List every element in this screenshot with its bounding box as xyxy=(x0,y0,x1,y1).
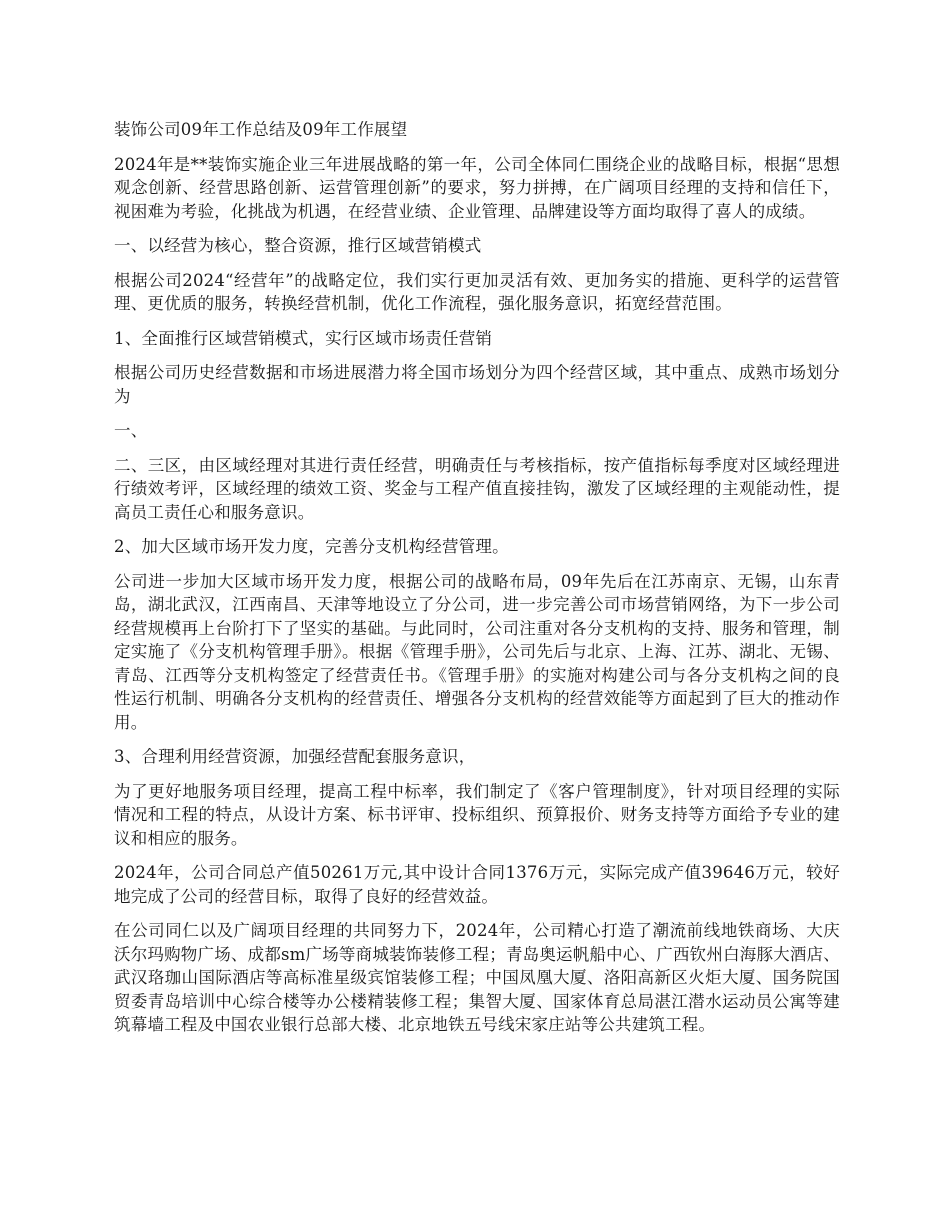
heading-item-3: 3、合理利用经营资源，加强经营配套服务意识， xyxy=(114,747,476,766)
heading-section-1: 一、以经营为核心，整合资源，推行区域营销模式 xyxy=(114,236,482,255)
heading-item-1: 1、全面推行区域营销模式，实行区域市场责任营销 xyxy=(114,328,493,348)
paragraph-client-service: 为了更好地服务项目经理，提高工程中标率，我们制定了《客户管理制度》，针对项目经理的实际情况和工程的特点，从设计方案、标书评审、投标组织、预算报价、财务支持等方面给予专业的建议和相应的服务。 xyxy=(114,781,840,848)
paragraph-projects: 在公司同仁以及广阔项目经理的共同努力下，2024年，公司精心打造了潮流前线地铁商场、大庆沃尔玛购物广场、成都sm广场等商城装饰装修工程；青岛奥运帆船中心、广西钦州白海豚大酒店、武汉珞珈山国际酒店等高标准星级宾馆装修工程；中国凤凰大厦、洛阳高新区火炬大厦、国务院国贸委青岛培训中心综合楼等办公楼精装修工程；集智大厦、国家体育总局湛江潜水运动员公寓等建筑幕墙工程及中国农业银行总部大楼、北京地铁五号线宋家庄站等公共建筑工程。 xyxy=(114,921,840,1034)
paragraph-branches: 公司进一步加大区域市场开发力度，根据公司的战略布局，09年先后在江苏南京、无锡，山东青岛，湖北武汉，江西南昌、天津等地设立了分公司，进一步完善公司市场营销网络，为下一步公司经营规模再上台阶打下了坚实的基础。与此同时，公司注重对各分支机构的支持、服务和管理，制定实施了《分支机构管理手册》。根据《管理手册》，公司先后与北京、上海、江苏、湖北、无锡、青岛、江西等分支机构签定了经营责任书。《管理手册》的实施对构建公司与各分支机构之间的良性运行机制、明确各分支机构的经营责任、增强各分支机构的经营效能等方面起到了巨大的推动作用。 xyxy=(114,571,840,732)
paragraph-regions: 根据公司历史经营数据和市场进展潜力将全国市场划分为四个经营区域，其中重点、成熟市场划分为 xyxy=(114,363,840,406)
paragraph-region-two-three: 二、三区，由区域经理对其进行责任经营，明确责任与考核指标，按产值指标每季度对区域经理进行绩效考评，区域经理的绩效工资、奖金与工程产值直接挂钩，激发了区域经理的主观能动性，提高员工责任心和服务意识。 xyxy=(114,455,840,522)
document-body xyxy=(114,118,840,1048)
paragraph-intro: 2024年是**装饰实施企业三年进展战略的第一年，公司全体同仁围绕企业的战略目标，根据“思想观念创新、经营思路创新、运营管理创新”的要求，努力拼搏，在广阔项目经理的支持和信任下，视困难为考验，化挑战为机遇，在经营业绩、企业管理、品牌建设等方面均取得了喜人的成绩。 xyxy=(114,154,840,221)
heading-item-2: 2、加大区域市场开发力度，完善分支机构经营管理。 xyxy=(114,537,509,556)
paragraph-region-one: 一、 xyxy=(114,421,148,440)
document-title: 装饰公司09年工作总结及09年工作展望 xyxy=(114,120,408,139)
paragraph-output-value: 2024年，公司合同总产值50261万元,其中设计合同1376万元，实际完成产值39646万元，较好地完成了公司的经营目标，取得了良好的经营效益。 xyxy=(114,863,840,906)
paragraph-strategy: 根据公司2024“经营年”的战略定位，我们实行更加灵活有效、更加务实的措施、更科学的运营管理、更优质的服务，转换经营机制，优化工作流程，强化服务意识，拓宽经营范围。 xyxy=(114,270,840,313)
